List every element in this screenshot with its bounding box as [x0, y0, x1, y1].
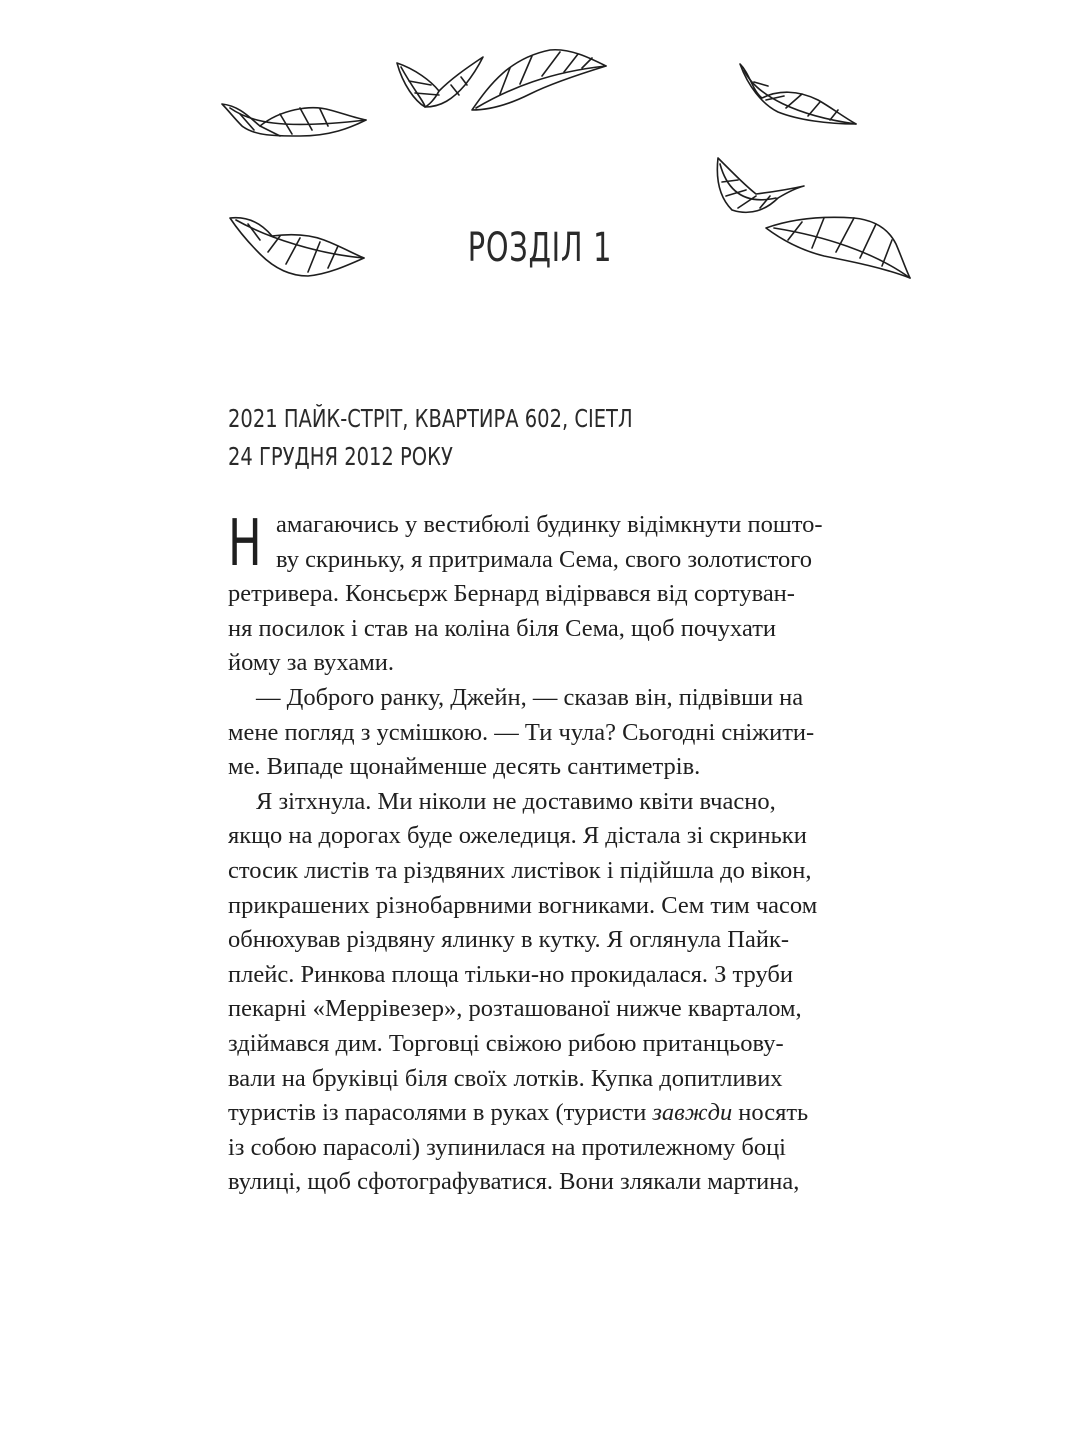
address-line: 2021 ПАЙК-СТРІТ, КВАРТИРА 602, СІЕТЛ: [228, 404, 633, 433]
text-line: йому за вухами.: [228, 649, 394, 677]
chapter-body: [228, 508, 891, 1200]
drop-cap: Н: [228, 507, 262, 581]
leaf-icon: [470, 44, 610, 114]
text-line: із собою парасолі) зупинилася на протилежному боці: [228, 1133, 786, 1161]
leaf-icon: [738, 60, 858, 130]
text-line: ме. Випаде щонайменше десять сантиметрів.: [228, 753, 701, 781]
text-line: амагаючись у вестибюлі будинку відімкнути пошто-: [276, 511, 823, 538]
text-line: мене погляд з усмішкою. — Ти чула? Сьогодні сніжити-: [228, 718, 815, 746]
text-line-with-emphasis: [228, 1096, 891, 1131]
first-paragraph: [228, 508, 891, 681]
text-line: якщо на дорогах буде ожеледиця. Я дістала зі скриньки: [228, 822, 807, 850]
text-line: стосик листів та різдвяних листівок і підійшла до вікон,: [228, 856, 812, 884]
text-line: обнюхував різдвяну ялинку в кутку. Я оглянула Пайк-: [228, 926, 790, 954]
text-line: вали на бруківці біля своїх лотків. Купка допитливих: [228, 1064, 783, 1092]
text-line: прикрашених різнобарвними вогниками. Сем тим часом: [228, 891, 818, 919]
text-line: здіймався дим. Торговці свіжою рибою пританцьову-: [228, 1029, 784, 1057]
text-line: плейс. Ринкова площа тільки-но прокидалася. З труби: [228, 960, 793, 988]
text-line: — Доброго ранку, Джейн, — сказав він, підвівши на: [256, 683, 804, 711]
date-line: 24 ГРУДНЯ 2012 РОКУ: [228, 442, 453, 471]
text-line: вулиці, щоб сфотографуватися. Вони злякали мартина,: [228, 1168, 800, 1196]
chapter-title: РОЗДІЛ 1: [467, 224, 613, 271]
text-segment: носять: [738, 1099, 809, 1127]
text-line: Я зітхнула. Ми ніколи не доставимо квіти вчасно,: [256, 787, 776, 815]
text-line: ву скриньку, я притримала Сема, свого золотистого: [276, 545, 812, 573]
text-line: пекарні «Меррівезер», розташованої нижче кварталом,: [228, 995, 802, 1023]
leaf-icon: [716, 156, 806, 218]
emphasis-word: завжди: [652, 1099, 733, 1127]
dateline: [228, 400, 696, 476]
text-segment: туристів із парасолями в руках (туристи: [228, 1099, 647, 1127]
leaf-icon: [220, 100, 370, 145]
text-line: ня посилок і став на коліна біля Сема, щоб почухати: [228, 614, 777, 642]
text-line: ретривера. Консьєрж Бернард відірвався від сортуван-: [228, 580, 795, 608]
